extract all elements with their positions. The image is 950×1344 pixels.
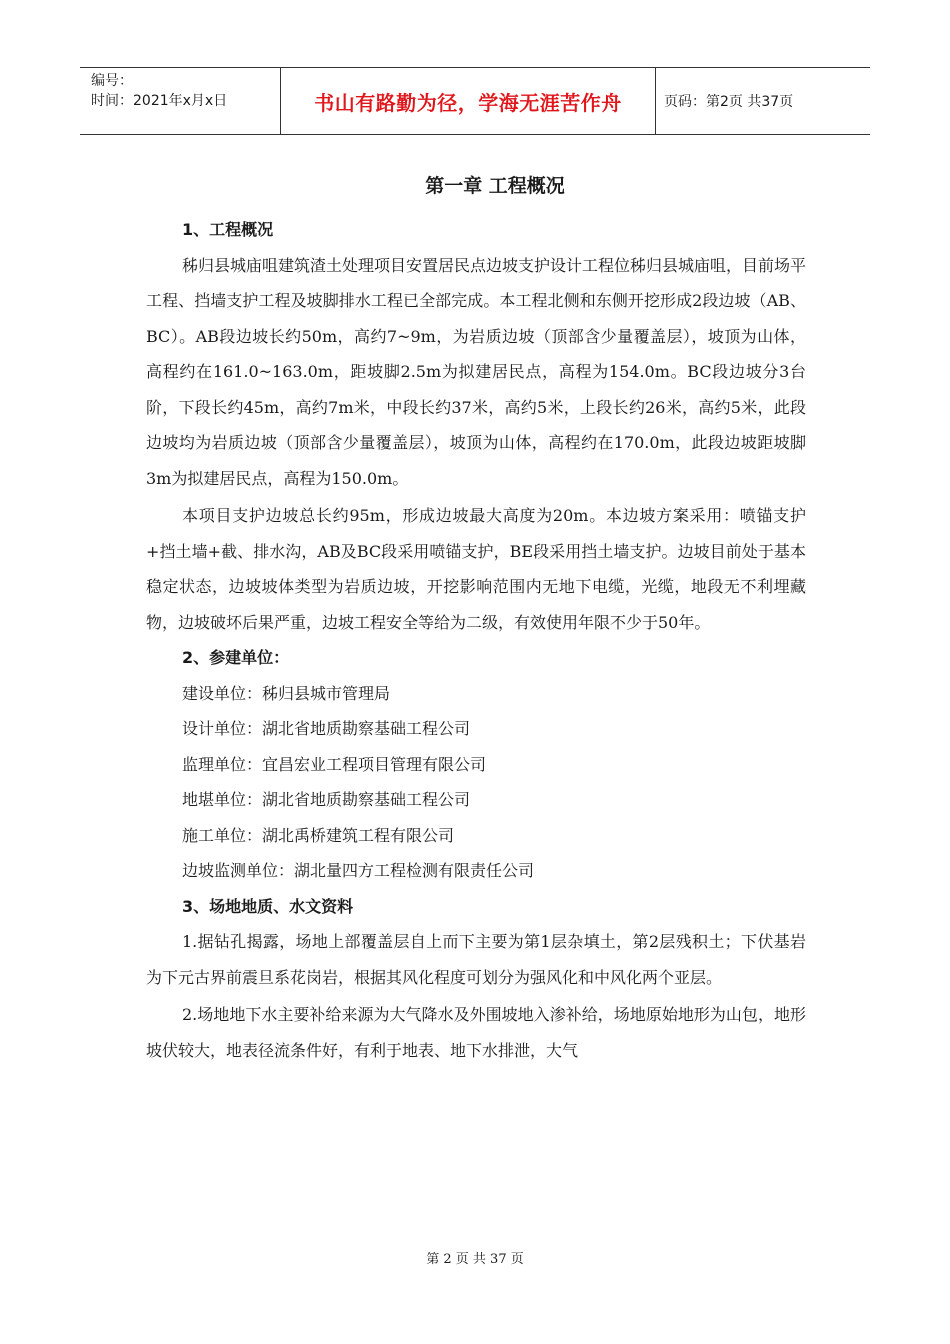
date-label: 时间：2021年x月x日 [91,93,228,109]
unit-line: 建设单位：秭归县城市管理局 [182,683,391,703]
paragraph: 秭归县城庙咀建筑渣土处理项目安置居民点边坡支护设计工程位秭归县城庙咀，目前场平工程、挡墙支护工程及坡脚排水工程已全部完成。本工程北侧和东侧开挖形成2段边坡（AB、BC）。AB段边坡长约50m，高约7~9m，为岩质边坡（顶部含少量覆盖层），坡顶为山体，高程约在161.0~163.0m，距坡脚2.5m为拟建居民点，高程为154.0m。BC段边坡分3台阶，下段长约45m，高约7m米，中段长约37米，高约5米，上段长约26米，高约5米，此段边坡均为岩质边坡（顶部含少量覆盖层），坡顶为山体，高程约在170.0m，此段边坡距坡脚3m为拟建居民点，高程为150.0m。 [146,255,807,488]
unit-line: 施工单位：湖北禹桥建筑工程有限公司 [182,825,455,845]
section-heading: 1、工程概况 [182,220,274,239]
unit-line: 设计单位：湖北省地质勘察基础工程公司 [182,719,471,738]
page-footer: 第 2 页 共 37 页 [426,1252,524,1267]
chapter-title: 第一章 工程概况 [425,175,565,197]
unit-line: 边坡监测单位：湖北量四方工程检测有限责任公司 [182,861,535,880]
paragraph: 2.场地地下水主要补给来源为大气降水及外围坡地入渗补给，场地原始地形为山包，地形坡伏较大，地表径流条件好，有利于地表、地下水排泄，大气 [146,1005,806,1060]
serial-label: 编号： [91,73,133,89]
document-body [146,168,806,1068]
motto: 书山有路勤为径，学海无涯苦作舟 [281,68,656,134]
unit-line: 地堪单位：湖北省地质勘察基础工程公司 [182,790,471,809]
header-table [80,67,870,135]
paragraph: 本项目支护边坡总长约95m，形成边坡最大高度为20m。本边坡方案采用：喷锚支护+挡土墙+截、排水沟，AB及BC段采用喷锚支护，BE段采用挡土墙支护。边坡目前处于基本稳定状态，边坡坡体类型为岩质边坡，开挖影响范围内无地下电缆，光缆，地段无不利埋藏物，边坡破坏后果严重，边坡工程安全等给为二级，有效使用年限不少于50年。 [146,506,806,632]
section-heading: 2、参建单位： [182,648,290,667]
section-heading: 3、场地地质、水文资料 [182,896,354,916]
header-meta [80,68,281,134]
page-info: 页码：第2页 共37页 [664,94,794,110]
unit-line: 监理单位：宜昌宏业工程项目管理有限公司 [182,754,487,774]
paragraph: 1.据钻孔揭露，场地上部覆盖层自上而下主要为第1层杂填土，第2层残积土；下伏基岩为下元古界前震旦系花岗岩，根据其风化程度可划分为强风化和中风化两个亚层。 [146,932,806,987]
